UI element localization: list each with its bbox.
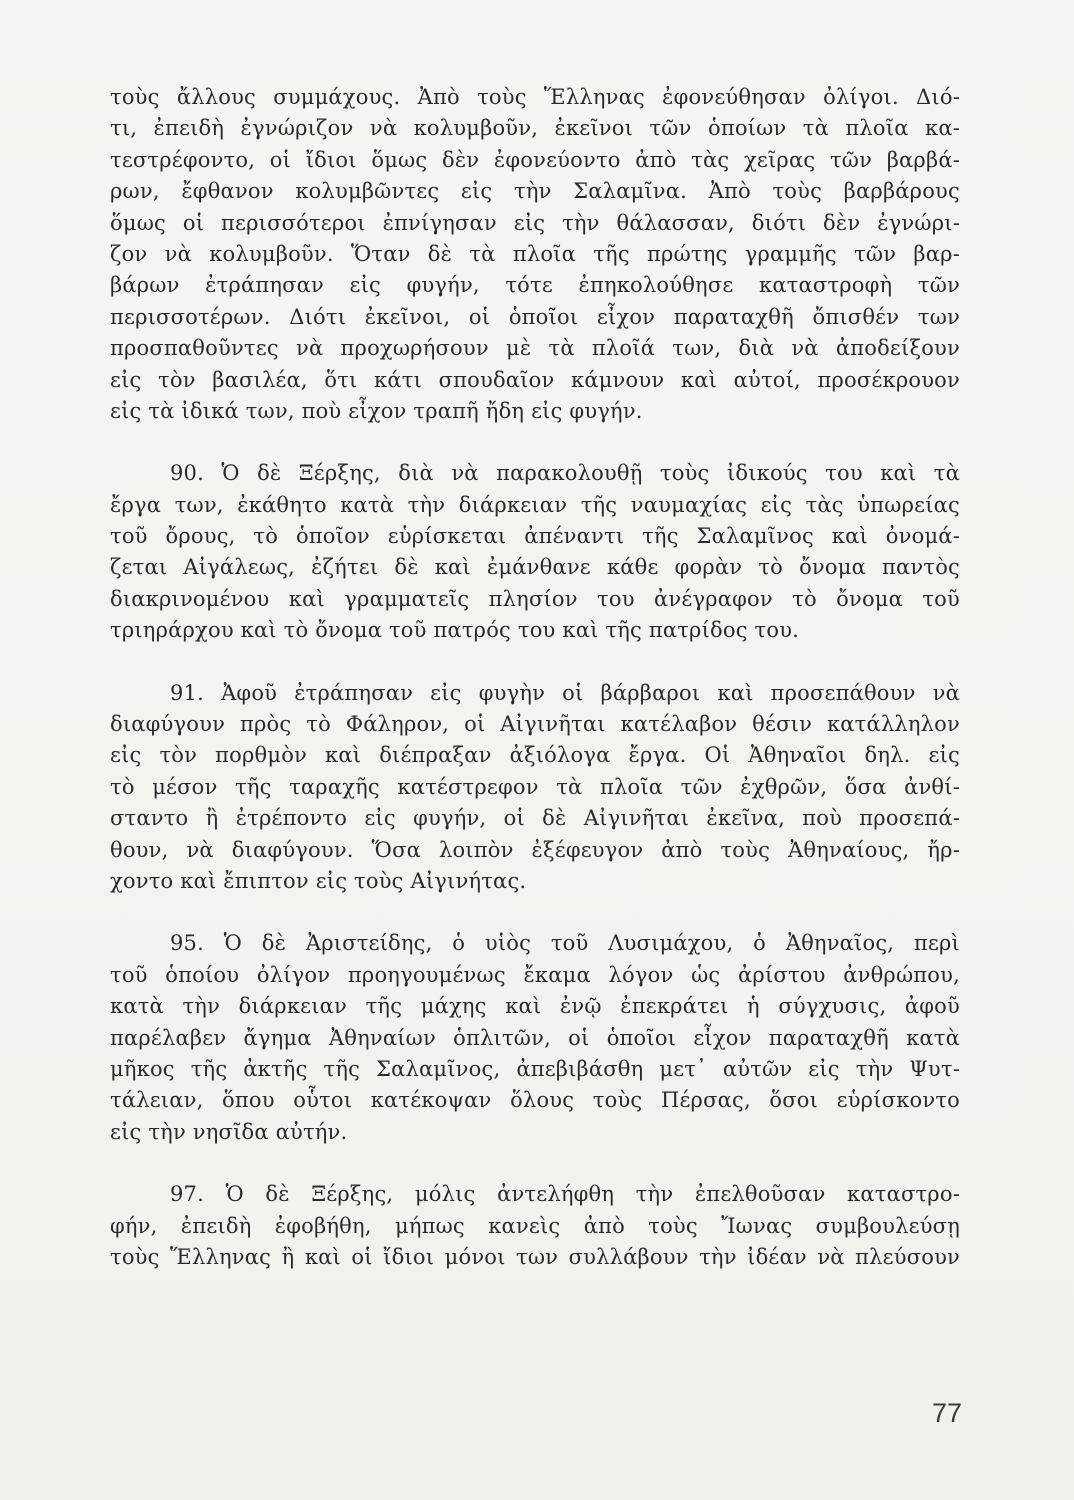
text-line: σταντο ἢ ἐτρέποντο εἰς φυγήν, οἱ δὲ Αἰγινῆται ἐκεῖνα, ποὺ προσεπά- <box>110 806 960 831</box>
text-line: εἰς τὰ ἰδικά των, ποὺ εἶχον τραπῆ ἤδη εἰς φυγήν. <box>110 398 643 423</box>
text-line: τοῦ ὄρους, τὸ ὁποῖον εὑρίσκεται ἀπέναντι τῆς Σαλαμῖνος καὶ ὀνομά- <box>110 524 960 549</box>
text-line: προσπαθοῦντες νὰ προχωρήσουν μὲ τὰ πλοῖά των, διὰ νὰ ἀποδείξουν <box>110 336 960 361</box>
text-line: τριηράρχου καὶ τὸ ὄνομα τοῦ πατρός του καὶ τῆς πατρίδος του. <box>110 618 800 643</box>
paragraph-90 <box>110 458 960 646</box>
paragraph-intro <box>110 82 960 427</box>
text-line: 90. Ὁ δὲ Ξέρξης, διὰ νὰ παρακολουθῇ τοὺς ἰδικούς του καὶ τὰ <box>170 461 960 486</box>
text-line: βάρων ἐτράπησαν εἰς φυγήν, τότε ἐπηκολούθησε καταστροφὴ τῶν <box>110 273 960 298</box>
text-line: κατὰ τὴν διάρκειαν τῆς μάχης καὶ ἐνῷ ἐπεκράτει ἡ σύγχυσις, ἀφοῦ <box>110 994 960 1019</box>
text-line: ζεται Αἰγάλεως, ἐζήτει δὲ καὶ ἐμάνθανε κάθε φορὰν τὸ ὄνομα παντὸς <box>110 555 960 580</box>
text-line: θουν, νὰ διαφύγουν. Ὅσα λοιπὸν ἐξέφευγον ἀπὸ τοὺς Ἀθηναίους, ἤρ- <box>110 837 960 862</box>
text-line: τοὺς Ἕλληνας ἢ καὶ οἱ ἴδιοι μόνοι των συλλάβουν τὴν ἰδέαν νὰ πλεύσουν <box>110 1244 960 1269</box>
paragraph-91 <box>110 678 960 898</box>
text-line: ἔργα των, ἐκάθητο κατὰ τὴν διάρκειαν τῆς ναυμαχίας εἰς τὰς ὑπωρείας <box>110 492 960 517</box>
text-line: 97. Ὁ δὲ Ξέρξης, μόλις ἀντελήφθη τὴν ἐπελθοῦσαν καταστρο- <box>170 1182 960 1207</box>
paragraph-95 <box>110 928 960 1148</box>
text-line: εἰς τὸν βασιλέα, ὅτι κάτι σπουδαῖον κάμνουν καὶ αὐτοί, προσέκρουον <box>110 367 960 392</box>
text-line: τι, ἐπειδὴ ἐγνώριζον νὰ κολυμβοῦν, ἐκεῖνοι τῶν ὁποίων τὰ πλοῖα κα- <box>110 116 960 141</box>
text-line: 91. Ἀφοῦ ἐτράπησαν εἰς φυγὴν οἱ βάρβαροι καὶ προσεπάθουν νὰ <box>170 680 960 705</box>
text-line: τεστρέφοντο, οἱ ἴδιοι ὅμως δὲν ἐφονεύοντο ἀπὸ τὰς χεῖρας τῶν βαρβά- <box>110 147 960 172</box>
text-line: μῆκος τῆς ἀκτῆς τῆς Σαλαμῖνος, ἀπεβιβάσθη μετ᾽ αὐτῶν εἰς τὴν Ψυτ- <box>110 1056 960 1081</box>
text-block <box>110 82 960 1273</box>
text-line: φήν, ἐπειδὴ ἐφοβήθη, μήπως κανεὶς ἀπὸ τοὺς Ἴωνας συμβουλεύσῃ <box>110 1213 960 1238</box>
text-line: παρέλαβεν ἄγημα Ἀθηναίων ὁπλιτῶν, οἱ ὁποῖοι εἶχον παραταχθῆ κατὰ <box>110 1025 960 1050</box>
text-line: χοντο καὶ ἔπιπτον εἰς τοὺς Αἰγινήτας. <box>110 868 527 893</box>
text-line: τὸ μέσον τῆς ταραχῆς κατέστρεφον τὰ πλοῖα τῶν ἐχθρῶν, ὅσα ἀνθί- <box>110 774 960 799</box>
text-line: τοῦ ὁποίου ὀλίγον προηγουμένως ἔκαμα λόγον ὡς ἀρίστου ἀνθρώπου, <box>110 962 960 987</box>
text-line: ρων, ἔφθανον κολυμβῶντες εἰς τὴν Σαλαμῖνα. Ἀπὸ τοὺς βαρβάρους <box>110 179 960 204</box>
text-line: διακρινομένου καὶ γραμματεῖς πλησίον του ἀνέγραφον τὸ ὄνομα τοῦ <box>110 586 960 611</box>
text-line: εἰς τὸν πορθμὸν καὶ διέπραξαν ἀξιόλογα ἔργα. Οἱ Ἀθηναῖοι δηλ. εἰς <box>110 743 960 768</box>
text-line: τάλειαν, ὅπου οὗτοι κατέκοψαν ὅλους τοὺς Πέρσας, ὅσοι εὑρίσκοντο <box>110 1088 960 1113</box>
text-line: ὅμως οἱ περισσότεροι ἐπνίγησαν εἰς τὴν θάλασσαν, διότι δὲν ἐγνώρι- <box>110 210 960 235</box>
text-line: 95. Ὁ δὲ Ἀριστείδης, ὁ υἱὸς τοῦ Λυσιμάχου, ὁ Ἀθηναῖος, περὶ <box>170 931 960 956</box>
text-line: περισσοτέρων. Διότι ἐκεῖνοι, οἱ ὁποῖοι εἶχον παραταχθῆ ὄπισθέν των <box>110 304 960 329</box>
paragraph-97 <box>110 1179 960 1273</box>
text-line: τοὺς ἄλλους συμμάχους. Ἀπὸ τοὺς Ἕλληνας ἐφονεύθησαν ὀλίγοι. Διό- <box>110 85 960 109</box>
text-line: εἰς τὴν νησῖδα αὐτήν. <box>110 1119 348 1144</box>
text-line: διαφύγουν πρὸς τὸ Φάληρον, οἱ Αἰγινῆται κατέλαβον θέσιν κατάλληλον <box>110 712 960 737</box>
page-number: 77 <box>931 1398 962 1428</box>
text-line: ζον νὰ κολυμβοῦν. Ὅταν δὲ τὰ πλοῖα τῆς πρώτης γραμμῆς τῶν βαρ- <box>110 241 960 266</box>
